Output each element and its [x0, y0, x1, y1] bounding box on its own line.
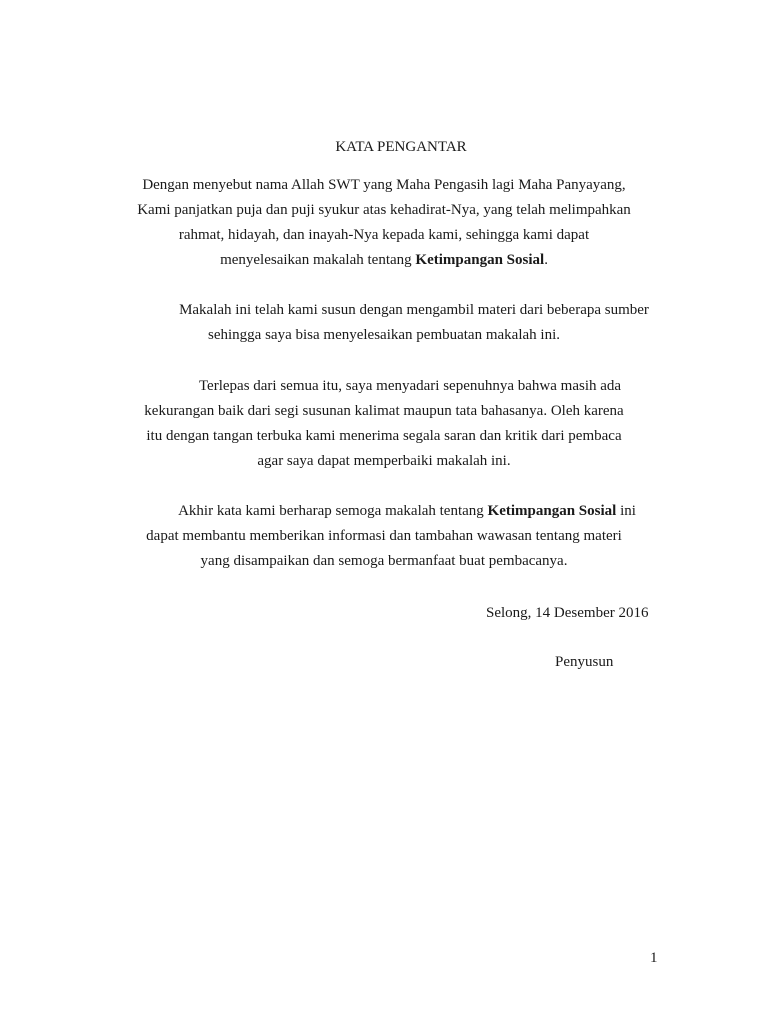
- page-number: 1: [650, 950, 658, 966]
- paragraph-line: agar saya dapat memperbaiki makalah ini.: [257, 453, 511, 469]
- bold-topic: Ketimpangan Sosial: [487, 503, 617, 519]
- paragraph-line: [0, 250, 768, 270]
- signer-label: Penyusun: [555, 654, 614, 670]
- text-segment: ini: [616, 503, 636, 519]
- text-segment: menyelesaikan makalah tentang: [220, 252, 416, 268]
- text-segment: Akhir kata kami berharap semoga makalah tentang: [178, 503, 488, 519]
- paragraph-line: [23, 501, 768, 521]
- document-title: KATA PENGANTAR: [335, 139, 467, 155]
- paragraph-line: dapat membantu memberikan informasi dan tambahan wawasan tentang materi: [146, 528, 622, 544]
- paragraph-line: yang disampaikan dan semoga bermanfaat buat pembacanya.: [200, 553, 568, 569]
- paragraph-line: Makalah ini telah kami susun dengan mengambil materi dari beberapa sumber: [179, 302, 649, 318]
- paragraph-line: Dengan menyebut nama Allah SWT yang Maha Pengasih lagi Maha Panyayang,: [142, 177, 626, 193]
- text-segment: .: [544, 252, 548, 268]
- paragraph-line: Terlepas dari semua itu, saya menyadari sepenuhnya bahwa masih ada: [198, 378, 622, 394]
- place-date: Selong, 14 Desember 2016: [486, 605, 649, 621]
- bold-topic: Ketimpangan Sosial: [415, 252, 545, 268]
- paragraph-line: rahmat, hidayah, dan inayah-Nya kepada kami, sehingga kami dapat: [178, 227, 590, 243]
- paragraph-line: sehingga saya bisa menyelesaikan pembuatan makalah ini.: [208, 327, 560, 343]
- paragraph-line: itu dengan tangan terbuka kami menerima segala saran dan kritik dari pembaca: [146, 428, 622, 444]
- paragraph-line: Kami panjatkan puja dan puji syukur atas kehadirat-Nya, yang telah melimpahkan: [137, 202, 631, 218]
- paragraph-line: kekurangan baik dari segi susunan kalimat maupun tata bahasanya. Oleh karena: [144, 403, 624, 419]
